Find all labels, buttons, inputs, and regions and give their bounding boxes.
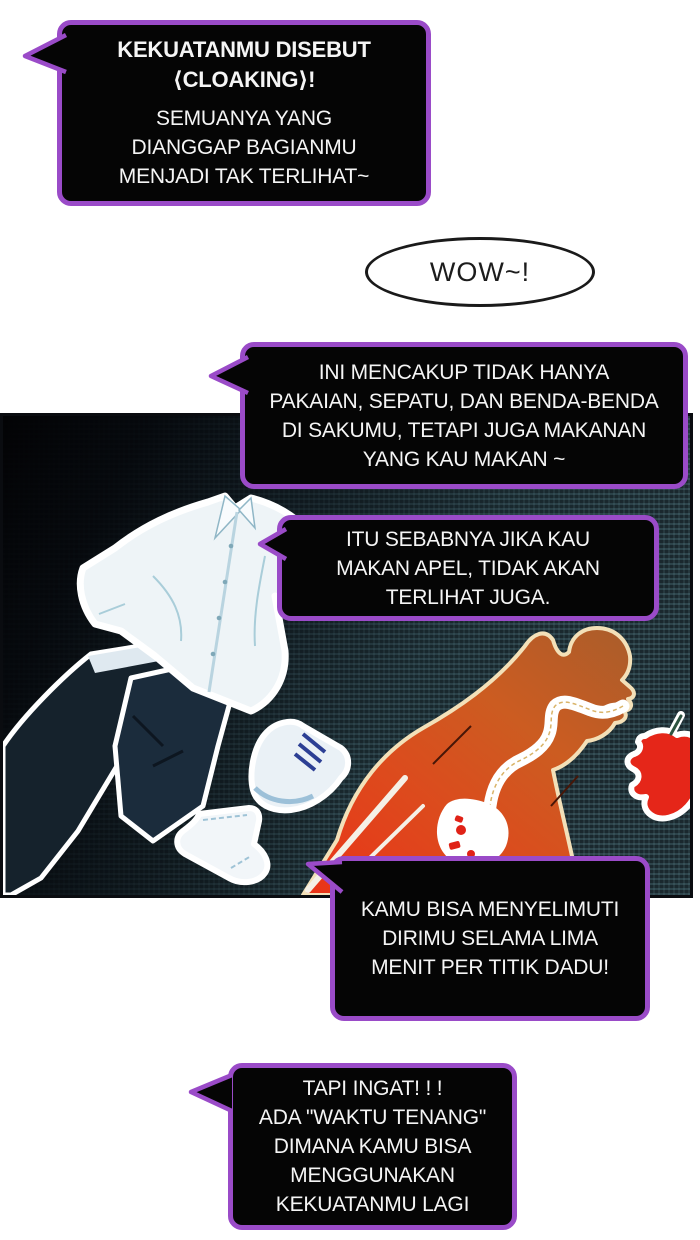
speech-bubble-wow <box>365 237 595 307</box>
bubble-text-line: TERLIHAT JUGA. <box>385 585 551 609</box>
floating-sneaker <box>252 722 349 810</box>
floating-sock <box>177 808 267 882</box>
bubble-text-line: ⟨CLOAKING⟩! <box>172 67 316 92</box>
bubble-text-line: PAKAIAN, SEPATU, DAN BENDA-BENDA <box>269 389 659 413</box>
bubble-tail <box>304 854 344 896</box>
speech-bubble-cloaking <box>57 20 431 206</box>
bubble-text-line: MENJADI TAK TERLIHAT~ <box>118 165 370 188</box>
bubble-text-line: DIANGGAP BAGIANMU <box>131 136 357 159</box>
bubble-tail <box>186 1070 236 1116</box>
bubble-text-line: YANG KAU MAKAN ~ <box>362 447 566 471</box>
bubble-text-line: KAMU BISA MENYELIMUTI <box>360 898 620 921</box>
invisible-body-digestive <box>303 628 634 895</box>
bubble-text-line: MAKAN APEL, TIDAK AKAN <box>336 556 600 580</box>
speech-bubble-dadu <box>330 856 650 1021</box>
speech-bubble-apel <box>277 515 659 621</box>
bubble-text-line: ITU SEBABNYA JIKA KAU <box>346 527 590 551</box>
bubble-text-line: WOW~! <box>429 256 531 287</box>
bitten-apple <box>627 715 690 818</box>
bubble-text-line: MENIT PER TITIK DADU! <box>371 956 609 979</box>
bubble-tail <box>20 30 70 78</box>
bubble-text-line: DIRIMU SELAMA LIMA <box>382 927 598 950</box>
bubble-text-line: KEKUATANMU LAGI <box>275 1193 470 1216</box>
bubble-text-line: INI MENCAKUP TIDAK HANYA <box>318 360 610 384</box>
bubble-text-line: KEKUATANMU DISEBUT <box>117 37 371 62</box>
bubble-tail <box>256 524 290 564</box>
bubble-text-line: DI SAKUMU, TETAPI JUGA MAKANAN <box>281 418 647 442</box>
bubble-text-line: DIMANA KAMU BISA <box>273 1135 472 1158</box>
bubble-text-line: ADA "WAKTU TENANG" <box>258 1106 487 1129</box>
bubble-text-line: SEMUANYA YANG <box>156 107 332 130</box>
bubble-text-line: MENGGUNAKAN <box>290 1164 455 1187</box>
bubble-tail <box>206 352 252 398</box>
bubble-text-line: TAPI INGAT! ! ! <box>302 1077 443 1100</box>
speech-bubble-ingat <box>228 1063 517 1230</box>
speech-bubble-mencakup <box>240 342 688 489</box>
